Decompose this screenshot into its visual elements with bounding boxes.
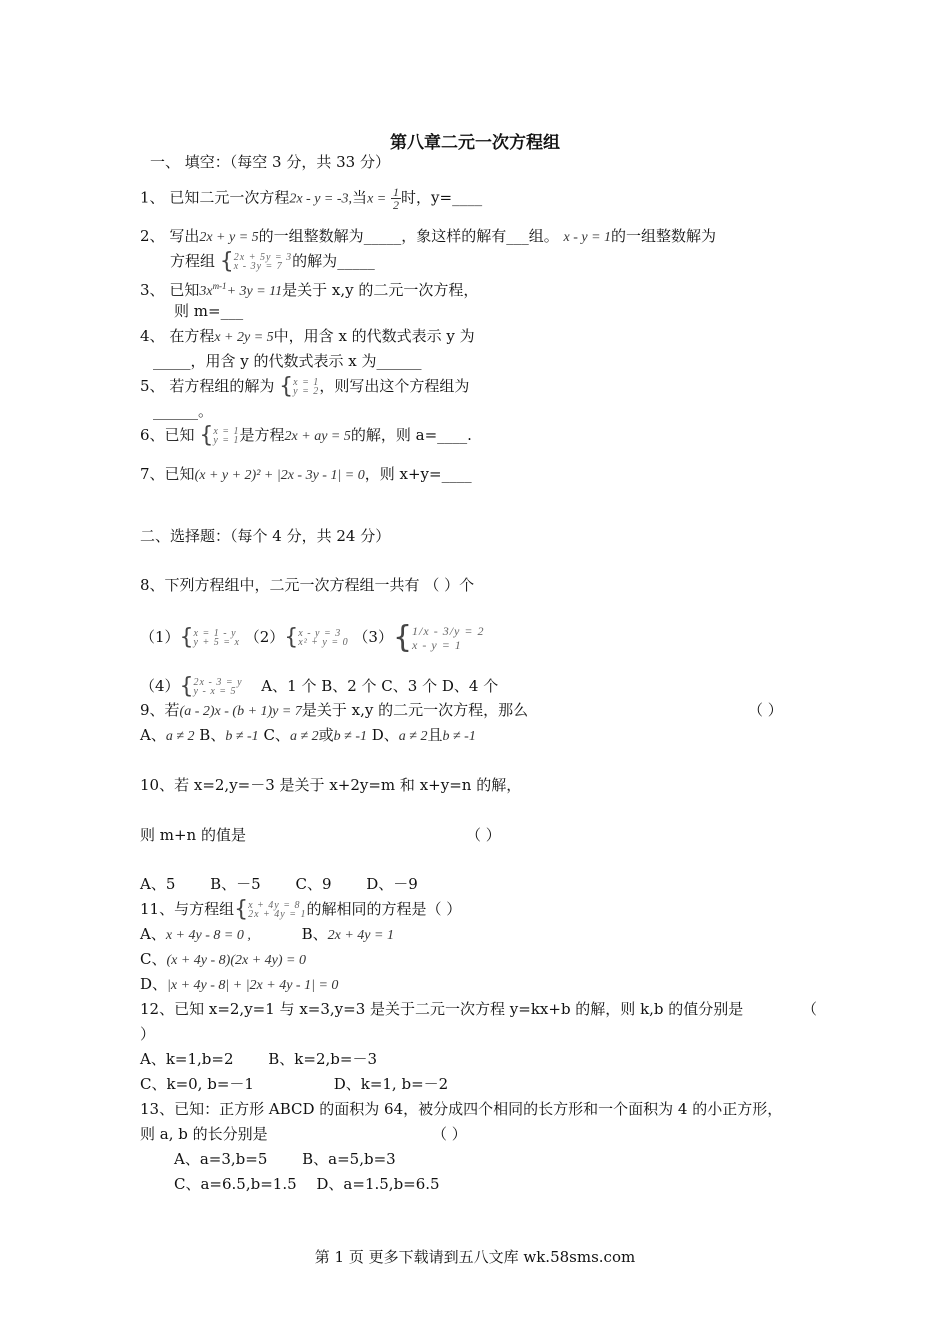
- q1-fraction-num: 1: [393, 185, 400, 199]
- question-10-line-2: 则 m+n 的值是: [140, 826, 246, 844]
- brace-icon: {: [234, 897, 249, 922]
- brace-icon: {: [392, 620, 413, 655]
- q7-equation: (x + y + 2)² + |2x - 3y - 1| = 0: [194, 468, 365, 483]
- q8-o3-eq-2: x - y = 1: [412, 638, 462, 652]
- q9-choice-d-label: D、: [367, 726, 399, 744]
- q3-equation-rest: + 3y = 11: [226, 284, 283, 299]
- q9-choice-d-1: a ≠ 2: [398, 729, 428, 744]
- q11-system-eq-1: x + 4y = 8: [248, 900, 301, 911]
- q4-number: 4、: [140, 327, 165, 345]
- brace-icon: {: [284, 625, 299, 650]
- q6-system-eq-1: x = 1: [213, 426, 240, 437]
- q8-option-2-system: [298, 629, 348, 647]
- q5-text-2: ，则写出这个方程组为: [319, 377, 470, 395]
- question-2-line-2: [170, 251, 375, 273]
- q11-choice-c: (x + 4y - 8)(2x + 4y) = 0: [166, 953, 306, 968]
- q6-system-eq-2: y = 1: [213, 435, 240, 446]
- q9-choice-c-1: a ≠ 2: [289, 729, 319, 744]
- q9-choice-d-and: 且: [427, 726, 443, 744]
- q6-text-4: .: [467, 426, 472, 444]
- q11-choice-c-label: C、: [140, 950, 167, 968]
- question-12-choices-cd: C、k=0, b=－1 D、k=1, b=－2: [140, 1075, 449, 1093]
- question-5-line-2: [153, 401, 213, 421]
- q11-choice-b: 2x + 4y = 1: [327, 928, 394, 943]
- question-1: [140, 186, 482, 211]
- q2-text-3: ，象这样的解有: [401, 227, 507, 245]
- question-7: [140, 464, 472, 486]
- question-8: 8、下列方程组中，二元一次方程组一共有 （ ）个: [140, 576, 475, 594]
- q8-option-1-label: （1）: [140, 628, 180, 646]
- question-11-choice-c: [140, 949, 306, 971]
- q8-option-2-label: （2）: [244, 628, 285, 646]
- q8-option-3-system: [412, 624, 484, 652]
- q8-o2-eq-2: x² + y = 0: [298, 637, 349, 648]
- q11-choice-d: |x + 4y - 8| + |2x + 4y - 1| = 0: [167, 978, 339, 993]
- q3-text-2: 是关于 x,y 的二元一次方程，: [282, 281, 479, 299]
- q2-system: [234, 253, 292, 271]
- q5-system-eq-1: x = 1: [293, 377, 320, 388]
- q5-blank[interactable]: ______: [153, 402, 198, 420]
- question-10-line-1: 10、若 x=2,y=－3 是关于 x+2y=m 和 x+y=n 的解，: [140, 776, 522, 794]
- q9-choice-d-2: b ≠ -1: [442, 729, 476, 744]
- q4-blank-1[interactable]: _____: [153, 352, 191, 370]
- question-13-line-2: 则 a, b 的长分别是: [140, 1125, 268, 1143]
- q9-text-1: 9、若: [140, 701, 180, 719]
- q2-text-4: 组。: [528, 227, 559, 245]
- q2-text-1: 写出: [169, 227, 200, 245]
- question-4-line-1: [140, 326, 475, 348]
- question-8-options-1-3: [140, 620, 485, 655]
- question-8-option-4-and-choices: [140, 676, 498, 698]
- q1-fraction: [391, 186, 401, 211]
- q3-text-1: 已知: [169, 281, 200, 299]
- q9-choice-b-label: B、: [194, 726, 226, 744]
- q1-number: 1、: [140, 188, 165, 207]
- q6-text-2: 是方程: [239, 426, 285, 444]
- q4-equation: x + 2y = 5: [214, 330, 274, 345]
- q3-exponent: m-1: [212, 281, 227, 291]
- brace-icon: {: [199, 423, 214, 448]
- question-9: [140, 700, 528, 722]
- brace-icon: {: [279, 374, 294, 399]
- question-11-choice-d: [140, 974, 338, 996]
- q9-paren: （ ）: [748, 701, 783, 719]
- question-13-choices-ab: A、a=3,b=5 B、a=5,b=3: [174, 1150, 396, 1168]
- q6-system: [213, 427, 239, 445]
- q9-choice-b: b ≠ -1: [225, 729, 259, 744]
- brace-icon: {: [179, 674, 194, 699]
- question-12: 12、已知 x=2,y=1 与 x=3,y=3 是关于二元一次方程 y=kx+b 的解，则 k,b 的值分别是: [140, 1000, 744, 1018]
- question-12-choices-ab: A、k=1,b=2 B、k=2,b=－3: [140, 1050, 377, 1068]
- q6-equation: 2x + ay = 5: [284, 429, 351, 444]
- q8-option-4-label: （4）: [140, 677, 180, 695]
- q2-system-eq-1: 2x + 5y = 3: [233, 252, 293, 263]
- question-5-line-1: [140, 376, 469, 398]
- q11-system: [248, 901, 306, 919]
- q1-text-3: 时，y=: [401, 188, 453, 207]
- q10-paren: （ ）: [466, 826, 501, 844]
- q5-text-1: 若方程组的解为: [169, 377, 275, 395]
- q1-text-1: 已知二元一次方程: [169, 188, 290, 207]
- q11-choice-a: x + 4y - 8 = 0 ,: [165, 928, 251, 943]
- q2-blank-2[interactable]: ___: [506, 227, 529, 245]
- q7-number: 7、: [140, 465, 165, 483]
- q11-text-2: 的解相同的方程是（ ）: [306, 900, 462, 918]
- q11-text-1: 11、与方程组: [140, 900, 235, 918]
- q5-system-eq-2: y = 2: [293, 386, 320, 397]
- brace-icon: {: [179, 625, 194, 650]
- q5-system: [293, 378, 319, 396]
- q6-blank[interactable]: ____: [437, 426, 468, 444]
- q3-number: 3、: [140, 281, 165, 299]
- q9-equation: (a - 2)x - (b + 1)y = 7: [179, 704, 302, 719]
- q6-text-1: 已知: [164, 426, 195, 444]
- q2-number: 2、: [140, 227, 165, 245]
- question-13-choices-cd: C、a=6.5,b=1.5 D、a=1.5,b=6.5: [174, 1175, 440, 1193]
- q4-text-3: ，用含 y 的代数式表示 x 为: [190, 352, 377, 370]
- q8-o2-eq-1: x - y = 3: [298, 628, 342, 639]
- q7-text-1: 已知: [164, 465, 195, 483]
- q2-equation-1: 2x + y = 5: [199, 230, 259, 245]
- question-3-line-2: [174, 301, 243, 321]
- q8-o3-eq-1: 1/x - 3/y = 2: [412, 624, 485, 638]
- q12-paren-close: ）: [140, 1025, 156, 1043]
- q2-text-2: 的一组整数解为: [258, 227, 364, 245]
- q8-choices: A、1 个 B、2 个 C、3 个 D、4 个: [261, 677, 499, 695]
- question-9-choices: [140, 725, 476, 747]
- q8-o4-eq-1: 2x - 3 = y: [193, 677, 243, 688]
- question-13-line-1: 13、已知：正方形 ABCD 的面积为 64，被分成四个相同的长方形和一个面积为 4 的小正方形，: [140, 1100, 783, 1118]
- section-2-heading: 二、选择题：（每个 4 分，共 24 分）: [140, 527, 391, 545]
- q9-choice-c-2: b ≠ -1: [333, 729, 367, 744]
- q2-blank-3[interactable]: _____: [337, 252, 375, 270]
- question-6: [140, 425, 472, 447]
- q8-option-3-label: （3）: [353, 628, 393, 646]
- q1-fraction-den: 2: [393, 198, 400, 212]
- q2-text-5: 的一组整数解为: [611, 227, 717, 245]
- q8-o1-eq-2: y + 5 = x: [193, 637, 240, 648]
- q1-equation: 2x - y = -3,: [289, 191, 353, 207]
- q12-paren-open: （: [802, 1000, 818, 1018]
- q8-o4-eq-2: y - x = 5: [193, 686, 237, 697]
- q2-text-6: 方程组: [170, 252, 216, 270]
- q1-text-2: 当: [352, 188, 368, 207]
- question-11: [140, 899, 461, 921]
- q5-text-3: 。: [198, 402, 214, 420]
- q4-text-2: 中，用含 x 的代数式表示 y 为: [273, 327, 475, 345]
- question-4-line-2: [153, 351, 422, 371]
- q13-paren: （ ）: [432, 1125, 467, 1143]
- q9-text-2: 是关于 x,y 的二元一次方程，那么: [301, 701, 529, 719]
- q3-blank[interactable]: ___: [220, 302, 244, 320]
- q2-system-eq-2: x - 3y = 7: [233, 261, 283, 272]
- question-11-choices-ab: [140, 924, 394, 946]
- q6-text-3: 的解，则 a=: [350, 426, 438, 444]
- q11-choice-a-label: A、: [140, 925, 166, 943]
- q8-option-1-system: [194, 629, 240, 647]
- q9-choice-a: a ≠ 2: [165, 729, 195, 744]
- q8-option-4-system: [194, 678, 243, 696]
- q9-choice-c-or: 或: [318, 726, 334, 744]
- section-1-heading: 一、 填空：（每空 3 分，共 33 分）: [150, 153, 390, 171]
- q6-number: 6、: [140, 426, 165, 444]
- q9-choice-a-label: A、: [140, 726, 166, 744]
- question-2-line-1: [140, 226, 716, 248]
- q4-text-1: 在方程: [169, 327, 215, 345]
- brace-icon: {: [219, 249, 234, 274]
- q11-choice-d-label: D、: [140, 975, 168, 993]
- q2-text-7: 的解为: [292, 252, 338, 270]
- q4-blank-2[interactable]: ______: [376, 352, 422, 370]
- q7-text-2: ，则 x+y=: [364, 465, 442, 483]
- q7-blank[interactable]: ____: [441, 465, 472, 483]
- q5-number: 5、: [140, 377, 165, 395]
- q11-system-eq-2: 2x + 4y = 1: [248, 909, 307, 920]
- page-footer: 第 1 页 更多下载请到五八文库 wk.58sms.com: [314, 1248, 636, 1266]
- q11-choice-b-label: B、: [301, 925, 328, 943]
- q3-text-3: 则 m=: [174, 302, 221, 320]
- question-3-line-1: [140, 276, 478, 302]
- q2-blank-1[interactable]: _____: [363, 227, 402, 245]
- question-10-choices: A、5 B、－5 C、9 D、－9: [140, 875, 418, 893]
- q1-blank[interactable]: ____: [452, 188, 483, 207]
- q2-equation-2: x - y = 1: [563, 230, 612, 245]
- q1-x-eq: x =: [367, 191, 387, 207]
- page-title: 第八章二元一次方程组: [390, 133, 560, 153]
- q9-choice-c-label: C、: [258, 726, 290, 744]
- q3-term: 3x: [199, 284, 213, 299]
- q8-o1-eq-1: x = 1 - y: [193, 628, 237, 639]
